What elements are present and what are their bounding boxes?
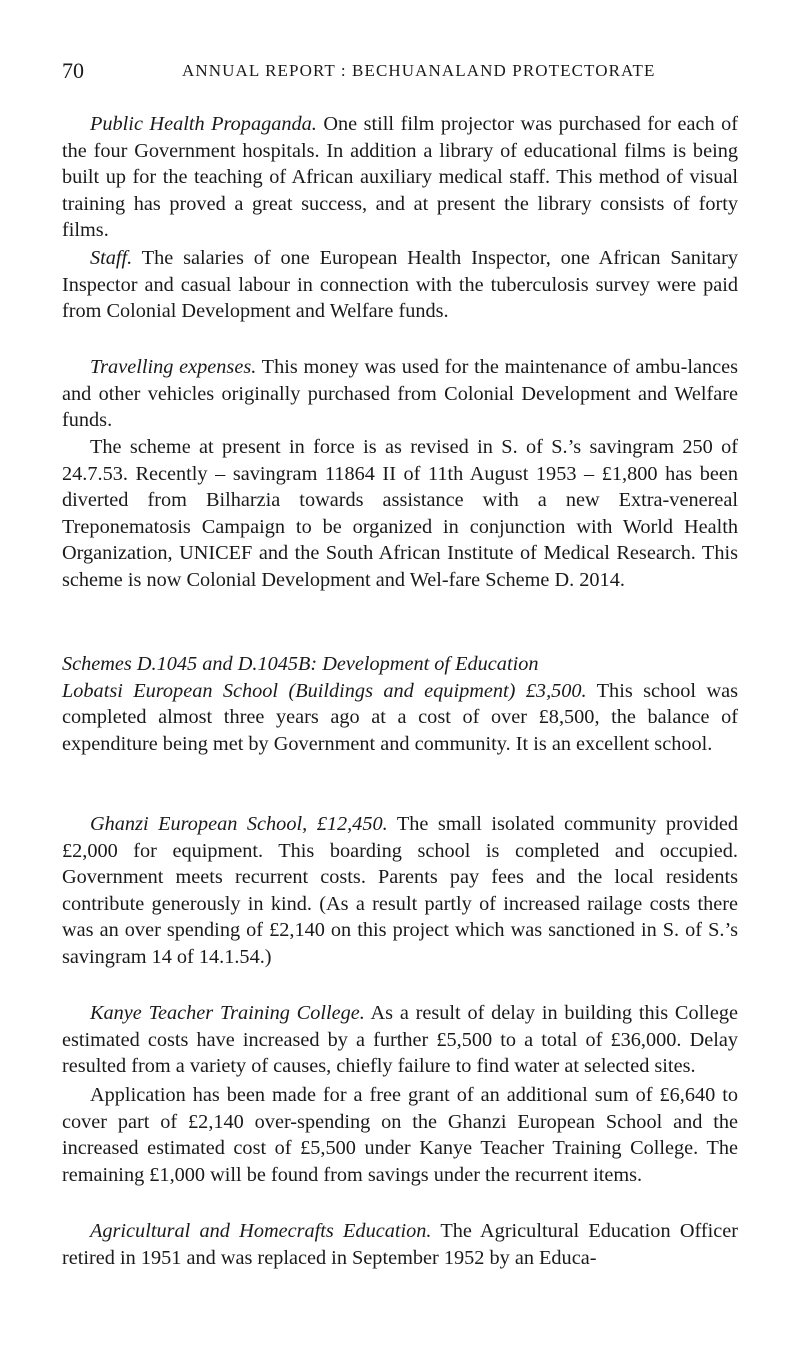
paragraph-kanye-college [62, 1000, 738, 1080]
paragraph-public-health-propaganda [62, 111, 738, 244]
paragraph-lead: Staff. [90, 247, 133, 269]
paragraph-agricultural-education [62, 1218, 738, 1271]
paragraph-text: The salaries of one European Health Inspector, one African Sanitary Inspector and casual labour in connection with the tuberculosis survey were paid from Colonial Development and Welfare funds. [62, 247, 738, 323]
paragraph-lead: Public Health Propaganda. [90, 113, 317, 135]
paragraph-text: This school was completed almost three years ago at a cost of over £8,500, the balance of expenditure being met by Government and community. It is an excellent school. [62, 679, 738, 755]
paragraph-text: One still film projector was purchased for each of the four Government hospitals. In addition a library of educational films is being built up for the teaching of African auxiliary medical staff. This method of visual training has proved a great success, and at present the library consists of forty films. [62, 113, 738, 242]
paragraph-application [62, 1082, 738, 1188]
paragraph-lead: Lobatsi European School (Buildings and equipment) £3,500. [62, 679, 587, 702]
paragraph-ghanzi-school [62, 811, 738, 971]
running-title: ANNUAL REPORT : BECHUANALAND PROTECTORATE [182, 61, 656, 80]
paragraph-lead: Travelling expenses. [90, 356, 257, 378]
page-number: 70 [62, 58, 84, 83]
paragraph-lead: Agricultural and Homecrafts Education. [90, 1220, 432, 1242]
paragraph-lead: Kanye Teacher Training College. [90, 1002, 365, 1024]
page-header [62, 58, 742, 88]
paragraph-travelling-expenses [62, 354, 738, 434]
paragraph-text: As a result of delay in building this College estimated costs have increased by a further £5,500 to a total of £36,000. Delay resulted from a variety of causes, chiefly failure to find water at selected sites. [62, 1002, 739, 1078]
paragraph-text: The Agricultural Education Officer retired in 1951 and was replaced in September 1952 by an Educa- [62, 1220, 738, 1269]
paragraph-text: The scheme at present in force is as revised in S. of S.’s savingram 250 of 24.7.53. Recently – savingram 11864 II of 11th August 1953 – £1,800 has been diverted from Bilharzia towards assistance with a new Extra-venereal Treponematosis Campaign to be organized in conjunction with World Health Organization, UNICEF and the South African Institute of Medical Research. This scheme is now Colonial Development and Wel-fare Scheme D. 2014. [62, 436, 738, 591]
paragraph-lobatsi-school [62, 651, 738, 757]
paragraph-lead: Ghanzi European School, £12,450. [90, 813, 388, 835]
paragraph-scheme-revision [62, 434, 738, 594]
section-heading: Schemes D.1045 and D.1045B: Development of Education [62, 653, 539, 675]
paragraph-text: The small isolated community provided £2,000 for equipment. This boarding school is completed and occupied. Government meets recurrent costs. Parents pay fees and the local residents contribute generously in kind. (As a result partly of increased railage costs there was an over spending of £2,140 on this project which was sanctioned in S. of S.’s savingram 14 of 14.1.54.) [62, 813, 739, 968]
paragraph-text: This money was used for the maintenance of ambu-lances and other vehicles originally purchased from Colonial Development and Welfare funds. [62, 356, 738, 432]
paragraph-staff [62, 245, 738, 325]
paragraph-text: Application has been made for a free grant of an additional sum of £6,640 to cover part of £2,140 over-spending on the Ghanzi European School and the increased estimated cost of £5,500 under Kanye Teacher Training College. The remaining £1,000 will be found from savings under the recurrent items. [62, 1084, 738, 1186]
